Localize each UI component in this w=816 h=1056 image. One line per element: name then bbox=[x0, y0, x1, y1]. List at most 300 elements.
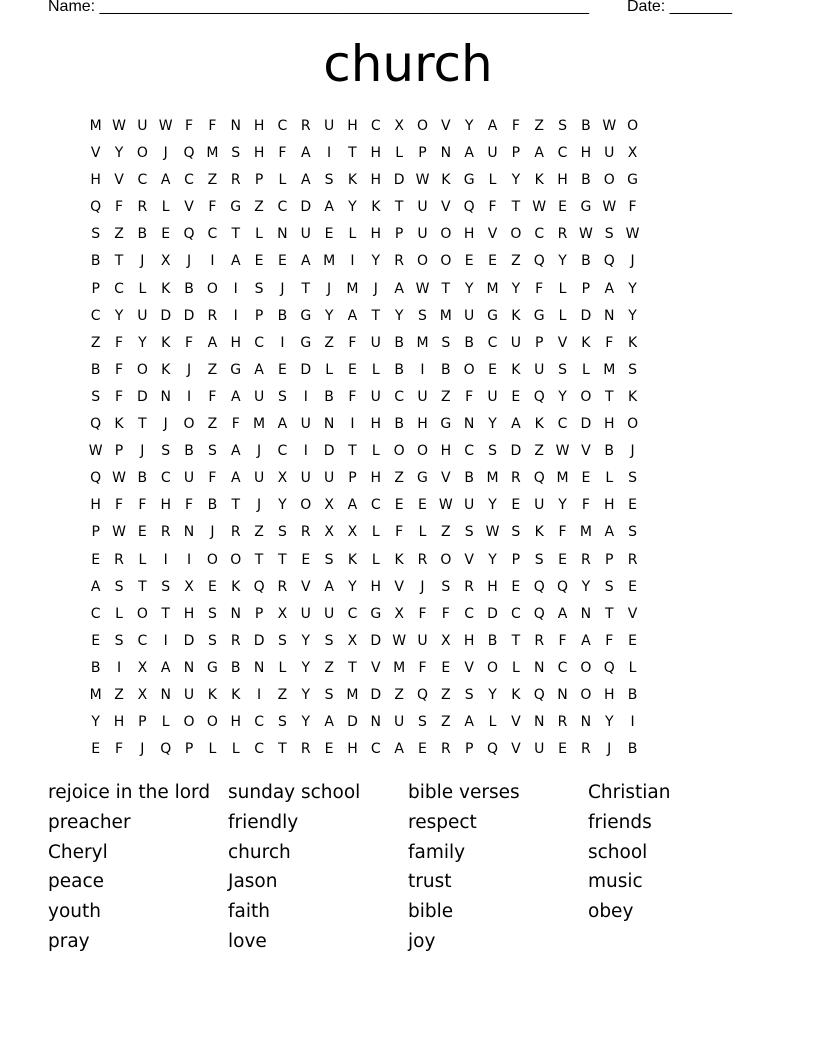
grid-letter: B bbox=[137, 470, 148, 487]
grid-letter: R bbox=[230, 172, 241, 189]
grid-letter: X bbox=[277, 470, 288, 487]
grid-row bbox=[84, 276, 644, 303]
grid-letter: L bbox=[488, 714, 497, 731]
grid-letter: V bbox=[441, 118, 451, 134]
grid-letter: S bbox=[464, 686, 474, 703]
grid-letter: C bbox=[207, 226, 218, 243]
grid-letter: K bbox=[347, 172, 358, 189]
grid-letter: F bbox=[114, 361, 124, 378]
grid-letter: A bbox=[300, 145, 311, 162]
grid-letter: A bbox=[464, 145, 474, 162]
grid-letter: Q bbox=[253, 578, 265, 595]
grid-letter: E bbox=[91, 632, 101, 649]
grid-letter: C bbox=[534, 226, 545, 243]
grid-letter: Z bbox=[441, 714, 451, 731]
grid-letter: X bbox=[324, 497, 334, 514]
grid-row bbox=[84, 465, 644, 492]
grid-letter: R bbox=[300, 741, 311, 758]
grid-letter: F bbox=[138, 497, 147, 514]
grid-letter: P bbox=[91, 524, 100, 541]
grid-letter: V bbox=[300, 578, 311, 595]
grid-letter: O bbox=[510, 226, 522, 243]
grid-letter: M bbox=[89, 686, 102, 703]
grid-letter: S bbox=[277, 714, 287, 731]
grid-letter: A bbox=[464, 714, 474, 731]
grid-letter: O bbox=[136, 361, 148, 378]
grid-letter: C bbox=[510, 605, 521, 622]
grid-letter: H bbox=[90, 172, 101, 189]
grid-letter: N bbox=[580, 605, 592, 622]
grid-letter: D bbox=[487, 605, 498, 622]
word-list-item: bible bbox=[408, 901, 454, 923]
grid-letter: X bbox=[137, 659, 148, 676]
grid-letter: T bbox=[161, 605, 170, 622]
grid-letter: W bbox=[415, 280, 430, 297]
grid-letter: U bbox=[394, 714, 405, 731]
grid-letter: Y bbox=[138, 334, 147, 351]
grid-letter: L bbox=[371, 551, 380, 568]
grid-letter: C bbox=[184, 172, 194, 189]
grid-letter: M bbox=[486, 470, 499, 487]
grid-letter: E bbox=[324, 741, 334, 758]
grid-letter: M bbox=[89, 118, 102, 134]
grid-letter: Q bbox=[160, 741, 172, 758]
grid-letter: Q bbox=[90, 470, 102, 487]
grid-letter: J bbox=[186, 361, 192, 378]
grid-letter: Y bbox=[488, 497, 497, 514]
grid-letter: Y bbox=[511, 172, 521, 189]
grid-letter: O bbox=[136, 145, 148, 162]
grid-letter: K bbox=[534, 416, 544, 433]
grid-row bbox=[84, 221, 644, 248]
word-list-item: sunday school bbox=[228, 782, 361, 803]
grid-letter: P bbox=[254, 307, 264, 324]
grid-letter: K bbox=[207, 686, 217, 703]
word-list-item: rejoice in the lord bbox=[48, 782, 211, 803]
grid-letter: N bbox=[533, 714, 545, 731]
grid-letter: O bbox=[300, 497, 312, 514]
grid-letter: B bbox=[184, 443, 194, 460]
grid-letter: F bbox=[558, 632, 567, 649]
grid-letter: P bbox=[418, 145, 427, 162]
grid-letter: L bbox=[395, 145, 404, 162]
grid-letter: K bbox=[231, 578, 241, 595]
word-column bbox=[408, 778, 588, 957]
grid-letter: T bbox=[604, 388, 614, 405]
grid-letter: N bbox=[230, 118, 241, 134]
grid-letter: U bbox=[534, 361, 545, 378]
grid-letter: S bbox=[558, 361, 567, 378]
grid-letter: B bbox=[90, 659, 101, 676]
grid-letter: S bbox=[161, 578, 171, 595]
grid-letter: H bbox=[90, 497, 101, 514]
grid-letter: J bbox=[630, 443, 635, 460]
grid-letter: K bbox=[534, 524, 544, 541]
grid-letter: X bbox=[184, 578, 194, 595]
grid-letter: S bbox=[511, 524, 521, 541]
grid-letter: O bbox=[440, 226, 452, 243]
grid-letter: B bbox=[394, 416, 404, 433]
grid-letter: U bbox=[253, 388, 265, 405]
grid-letter: W bbox=[88, 443, 103, 460]
grid-letter: S bbox=[161, 443, 171, 460]
grid-row bbox=[84, 194, 644, 221]
grid-letter: A bbox=[487, 118, 498, 134]
grid-letter: L bbox=[255, 226, 263, 243]
grid-letter: G bbox=[370, 605, 382, 622]
grid-letter: Z bbox=[394, 470, 404, 487]
grid-letter: F bbox=[185, 497, 194, 514]
grid-letter: U bbox=[464, 307, 475, 324]
grid-letter: M bbox=[603, 361, 616, 378]
grid-letter: S bbox=[628, 524, 638, 541]
grid-letter: B bbox=[90, 253, 101, 270]
grid-letter: A bbox=[394, 280, 404, 297]
grid-letter: L bbox=[208, 741, 217, 758]
grid-letter: Q bbox=[533, 686, 545, 703]
grid-letter: F bbox=[628, 199, 637, 216]
grid-letter: S bbox=[91, 388, 101, 405]
grid-letter: S bbox=[207, 632, 217, 649]
grid-letter: Z bbox=[511, 253, 521, 270]
grid-letter: O bbox=[393, 443, 405, 460]
grid-letter: A bbox=[230, 470, 241, 487]
grid-letter: O bbox=[603, 172, 615, 189]
grid-letter: K bbox=[511, 686, 521, 703]
grid-letter: Y bbox=[464, 118, 474, 134]
grid-letter: S bbox=[254, 280, 264, 297]
grid-letter: B bbox=[324, 388, 334, 405]
grid-letter: H bbox=[370, 416, 382, 433]
grid-letter: W bbox=[625, 226, 640, 243]
page-title: church bbox=[323, 35, 493, 93]
grid-letter: R bbox=[300, 118, 311, 134]
grid-letter: N bbox=[323, 416, 335, 433]
word-list-item: preacher bbox=[48, 811, 131, 833]
grid-letter: V bbox=[557, 334, 568, 351]
grid-letter: W bbox=[112, 524, 126, 541]
grid-letter: F bbox=[605, 334, 614, 351]
grid-letter: N bbox=[370, 714, 382, 731]
grid-letter: M bbox=[393, 659, 406, 676]
grid-letter: L bbox=[115, 605, 123, 622]
grid-letter: B bbox=[277, 307, 288, 324]
grid-letter: U bbox=[370, 388, 381, 405]
grid-letter: G bbox=[230, 199, 242, 216]
grid-letter: Q bbox=[90, 416, 102, 433]
grid-letter: O bbox=[627, 416, 639, 433]
grid-letter: A bbox=[254, 361, 264, 378]
grid-letter: N bbox=[253, 659, 265, 676]
grid-letter: X bbox=[441, 632, 451, 649]
grid-letter: E bbox=[394, 497, 404, 514]
grid-letter: S bbox=[231, 145, 241, 162]
grid-letter: T bbox=[138, 416, 147, 433]
grid-letter: U bbox=[534, 497, 545, 514]
grid-letter: B bbox=[207, 497, 218, 514]
grid-letter: G bbox=[463, 172, 475, 189]
grid-letter: E bbox=[254, 253, 264, 270]
grid-letter: L bbox=[488, 172, 497, 189]
grid-letter: D bbox=[136, 388, 148, 405]
grid-letter: Y bbox=[558, 497, 567, 514]
grid-letter: E bbox=[558, 741, 567, 758]
grid-letter: K bbox=[347, 551, 358, 568]
word-list-item: bible verses bbox=[408, 782, 520, 803]
grid-letter: O bbox=[416, 253, 428, 270]
word-list-item: friendly bbox=[228, 811, 299, 833]
grid-letter: L bbox=[371, 443, 380, 460]
grid-letter: U bbox=[417, 388, 428, 405]
word-list-item: school bbox=[588, 841, 648, 863]
grid-letter: G bbox=[206, 659, 218, 676]
word-column bbox=[228, 778, 408, 957]
grid-letter: D bbox=[347, 714, 358, 731]
grid-letter: Z bbox=[254, 524, 264, 541]
grid-letter: C bbox=[464, 605, 475, 622]
grid-letter: F bbox=[605, 632, 614, 649]
grid-letter: R bbox=[300, 524, 311, 541]
grid-letter: W bbox=[578, 226, 593, 243]
grid-letter: Z bbox=[534, 443, 544, 460]
grid-letter: T bbox=[511, 632, 521, 649]
grid-letter: E bbox=[137, 524, 147, 541]
grid-letter: B bbox=[137, 226, 148, 243]
grid-letter: G bbox=[627, 172, 638, 189]
grid-letter: C bbox=[277, 118, 288, 134]
grid-letter: P bbox=[511, 145, 521, 162]
grid-letter: I bbox=[210, 253, 215, 270]
grid-letter: N bbox=[603, 307, 615, 324]
grid-letter: Y bbox=[628, 307, 637, 324]
grid-letter: T bbox=[254, 551, 264, 568]
grid-letter: C bbox=[277, 443, 288, 460]
grid-letter: H bbox=[370, 470, 382, 487]
grid-letter: B bbox=[230, 659, 241, 676]
grid-letter: A bbox=[230, 253, 241, 270]
grid-letter: R bbox=[464, 578, 475, 595]
grid-letter: A bbox=[347, 497, 358, 514]
grid-letter: O bbox=[580, 686, 592, 703]
grid-letter: Z bbox=[114, 686, 124, 703]
grid-letter: E bbox=[348, 361, 357, 378]
grid-letter: B bbox=[464, 470, 474, 487]
grid-letter: J bbox=[140, 443, 145, 460]
grid-letter: O bbox=[440, 253, 452, 270]
grid-letter: Q bbox=[90, 199, 102, 216]
grid-letter: K bbox=[161, 361, 171, 378]
grid-letter: E bbox=[277, 253, 287, 270]
grid-letter: T bbox=[278, 551, 287, 568]
grid-letter: I bbox=[327, 145, 332, 162]
grid-letter: E bbox=[558, 551, 567, 568]
grid-letter: H bbox=[487, 578, 498, 595]
grid-letter: D bbox=[300, 361, 312, 378]
grid-letter: Y bbox=[348, 199, 357, 216]
grid-letter: E bbox=[301, 551, 311, 568]
grid-letter: G bbox=[300, 307, 312, 324]
grid-letter: C bbox=[347, 605, 358, 622]
grid-letter: D bbox=[183, 307, 195, 324]
grid-letter: Z bbox=[441, 686, 451, 703]
grid-letter: P bbox=[254, 172, 264, 189]
grid-letter: H bbox=[463, 632, 475, 649]
grid-letter: Q bbox=[487, 741, 499, 758]
grid-letter: Q bbox=[183, 226, 195, 243]
grid-row bbox=[84, 113, 644, 140]
grid-letter: V bbox=[581, 443, 591, 460]
grid-letter: C bbox=[90, 307, 101, 324]
grid-letter: D bbox=[510, 443, 522, 460]
grid-row bbox=[84, 736, 644, 763]
grid-row bbox=[84, 140, 644, 167]
grid-letter: J bbox=[210, 524, 215, 541]
grid-letter: S bbox=[441, 334, 451, 351]
grid-letter: E bbox=[511, 497, 521, 514]
grid-letter: Z bbox=[90, 334, 101, 351]
grid-letter: Z bbox=[207, 172, 218, 189]
grid-letter: M bbox=[346, 280, 359, 297]
grid-letter: R bbox=[627, 551, 638, 568]
grid-letter: X bbox=[394, 605, 404, 622]
grid-letter: J bbox=[373, 280, 378, 297]
grid-letter: Y bbox=[371, 253, 381, 270]
grid-letter: N bbox=[463, 416, 475, 433]
grid-letter: B bbox=[604, 443, 615, 460]
word-list-item: youth bbox=[48, 901, 101, 923]
grid-letter: C bbox=[487, 334, 498, 351]
grid-letter: S bbox=[441, 578, 451, 595]
grid-letter: U bbox=[487, 145, 498, 162]
grid-letter: U bbox=[417, 226, 428, 243]
grid-letter: K bbox=[441, 172, 451, 189]
grid-letter: F bbox=[348, 388, 357, 405]
grid-letter: C bbox=[254, 714, 264, 731]
word-list-item: peace bbox=[48, 871, 105, 893]
grid-letter: B bbox=[394, 334, 404, 351]
grid-letter: M bbox=[346, 686, 359, 703]
grid-letter: Q bbox=[603, 253, 615, 270]
grid-letter: M bbox=[206, 145, 219, 162]
grid-letter: S bbox=[277, 632, 287, 649]
grid-letter: B bbox=[581, 253, 591, 270]
grid-row bbox=[84, 303, 644, 330]
grid-letter: H bbox=[230, 334, 241, 351]
grid-letter: E bbox=[558, 199, 567, 216]
grid-letter: H bbox=[557, 172, 568, 189]
grid-letter: E bbox=[161, 226, 171, 243]
grid-letter: S bbox=[418, 307, 427, 324]
grid-letter: B bbox=[464, 334, 474, 351]
grid-letter: L bbox=[278, 172, 287, 189]
grid-letter: L bbox=[161, 714, 170, 731]
grid-letter: K bbox=[394, 551, 404, 568]
grid-letter: P bbox=[348, 470, 357, 487]
grid-letter: H bbox=[183, 605, 195, 622]
grid-letter: A bbox=[90, 578, 101, 595]
grid-letter: S bbox=[464, 524, 474, 541]
grid-letter: Y bbox=[488, 551, 497, 568]
grid-letter: A bbox=[394, 741, 404, 758]
grid-letter: C bbox=[394, 388, 405, 405]
grid-letter: G bbox=[230, 361, 242, 378]
grid-letter: S bbox=[604, 226, 614, 243]
grid-letter: L bbox=[348, 226, 357, 243]
grid-letter: I bbox=[350, 416, 355, 433]
grid-letter: M bbox=[439, 307, 452, 324]
grid-letter: F bbox=[114, 741, 124, 758]
grid-letter: R bbox=[557, 714, 568, 731]
grid-letter: T bbox=[371, 307, 381, 324]
grid-letter: F bbox=[185, 334, 194, 351]
grid-letter: X bbox=[324, 524, 334, 541]
grid-letter: Y bbox=[581, 578, 591, 595]
word-column bbox=[48, 778, 228, 957]
grid-letter: V bbox=[511, 714, 521, 731]
grid-letter: A bbox=[604, 280, 615, 297]
grid-letter: K bbox=[511, 361, 521, 378]
grid-letter: J bbox=[140, 253, 145, 270]
grid-letter: H bbox=[230, 714, 241, 731]
grid-row bbox=[84, 547, 644, 574]
grid-letter: V bbox=[90, 145, 101, 162]
word-list-item: joy bbox=[408, 930, 436, 952]
grid-letter: Z bbox=[441, 524, 451, 541]
grid-letter: H bbox=[580, 145, 592, 162]
grid-letter: F bbox=[208, 470, 217, 487]
grid-letter: U bbox=[300, 226, 311, 243]
grid-letter: R bbox=[137, 199, 148, 216]
grid-letter: H bbox=[113, 714, 125, 731]
grid-letter: E bbox=[91, 741, 101, 758]
grid-letter: F bbox=[558, 524, 567, 541]
word-list-item: obey bbox=[588, 901, 634, 923]
grid-letter: N bbox=[557, 686, 568, 703]
grid-letter: U bbox=[464, 497, 475, 514]
grid-letter: D bbox=[253, 632, 265, 649]
grid-letter: Z bbox=[207, 416, 218, 433]
grid-letter: B bbox=[394, 361, 404, 378]
grid-letter: F bbox=[511, 118, 520, 134]
grid-letter: K bbox=[114, 416, 124, 433]
grid-letter: F bbox=[441, 605, 450, 622]
grid-letter: T bbox=[441, 280, 451, 297]
grid-letter: T bbox=[394, 199, 404, 216]
grid-letter: C bbox=[370, 741, 381, 758]
grid-letter: E bbox=[488, 361, 497, 378]
grid-letter: B bbox=[184, 280, 194, 297]
grid-letter: N bbox=[160, 686, 171, 703]
grid-letter: D bbox=[580, 307, 592, 324]
grid-letter: I bbox=[303, 443, 308, 460]
grid-letter: L bbox=[511, 659, 520, 676]
grid-letter: S bbox=[604, 578, 614, 595]
grid-letter: U bbox=[183, 470, 195, 487]
grid-letter: Z bbox=[394, 686, 404, 703]
grid-letter: V bbox=[184, 199, 194, 216]
grid-letter: P bbox=[184, 741, 194, 758]
grid-letter: Y bbox=[488, 686, 497, 703]
grid-letter: S bbox=[324, 551, 334, 568]
grid-letter: S bbox=[91, 226, 101, 243]
grid-letter: W bbox=[602, 118, 617, 134]
grid-letter: N bbox=[277, 226, 288, 243]
grid-letter: F bbox=[535, 280, 544, 297]
grid-letter: U bbox=[487, 388, 498, 405]
grid-letter: E bbox=[441, 659, 451, 676]
grid-letter: Q bbox=[533, 253, 545, 270]
grid-letter: T bbox=[604, 605, 614, 622]
